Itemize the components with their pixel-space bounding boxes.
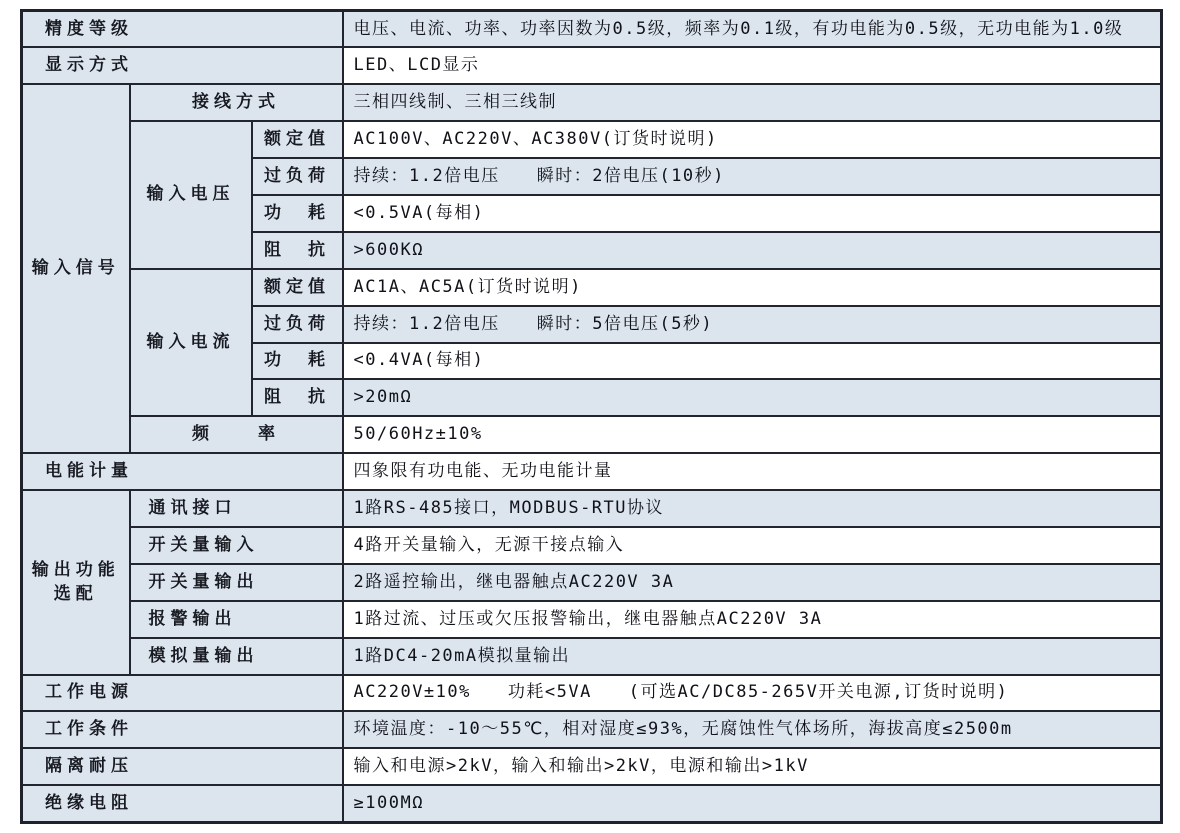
- display-label: 显示方式: [22, 47, 343, 84]
- accuracy-value: 电压、电流、功率、功率因数为0.5级，频率为0.1级，有功电能为0.5级，无功电能为1.0级: [343, 11, 1162, 48]
- spec-table: [20, 9, 1163, 824]
- voltage-rated-label: 额定值: [252, 121, 343, 158]
- wiring-value: 三相四线制、三相三线制: [343, 84, 1162, 121]
- accuracy-label: 精度等级: [22, 11, 343, 48]
- table-row: [22, 453, 1162, 490]
- conditions-label: 工作条件: [22, 711, 343, 748]
- current-rated-value: AC1A、AC5A(订货时说明): [343, 269, 1162, 306]
- table-row: [22, 748, 1162, 785]
- voltage-rated-value: AC100V、AC220V、AC380V(订货时说明): [343, 121, 1162, 158]
- current-rated-label: 额定值: [252, 269, 343, 306]
- analog-output-value: 1路DC4-20mA模拟量输出: [343, 638, 1162, 675]
- output-group-label: [22, 490, 130, 674]
- table-row: [22, 601, 1162, 638]
- analog-output-label: 模拟量输出: [130, 638, 343, 675]
- table-row: [22, 269, 1162, 306]
- current-impedance-label: 阻 抗: [252, 379, 343, 416]
- wiring-label: 接线方式: [130, 84, 343, 121]
- isolation-value: 输入和电源>2kV，输入和输出>2kV，电源和输出>1kV: [343, 748, 1162, 785]
- current-overload-value: 持续：1.2倍电压 瞬时：5倍电压(5秒): [343, 306, 1162, 343]
- table-row: [22, 711, 1162, 748]
- table-row: [22, 527, 1162, 564]
- digital-output-label: 开关量输出: [130, 564, 343, 601]
- digital-output-value: 2路遥控输出，继电器触点AC220V 3A: [343, 564, 1162, 601]
- energy-label: 电能计量: [22, 453, 343, 490]
- table-row: [22, 564, 1162, 601]
- power-supply-value: AC220V±10% 功耗<5VA (可选AC/DC85-265V开关电源,订货时说明): [343, 675, 1162, 712]
- isolation-label: 隔离耐压: [22, 748, 343, 785]
- table-row: [22, 84, 1162, 121]
- current-overload-label: 过负荷: [252, 306, 343, 343]
- table-row: [22, 416, 1162, 453]
- table-row: [22, 785, 1162, 822]
- output-group-label-line1: 输出功能: [31, 559, 120, 580]
- voltage-impedance-value: >600KΩ: [343, 232, 1162, 269]
- frequency-value: 50/60Hz±10%: [343, 416, 1162, 453]
- table-row: [22, 490, 1162, 527]
- digital-input-value: 4路开关量输入，无源干接点输入: [343, 527, 1162, 564]
- table-row: [22, 675, 1162, 712]
- table-row: [22, 121, 1162, 158]
- voltage-power-label: 功 耗: [252, 195, 343, 232]
- display-value: LED、LCD显示: [343, 47, 1162, 84]
- input-voltage-label: 输入电压: [130, 121, 252, 269]
- power-supply-label: 工作电源: [22, 675, 343, 712]
- comm-value: 1路RS-485接口，MODBUS-RTU协议: [343, 490, 1162, 527]
- output-group-label-line2: 选配: [53, 584, 98, 605]
- frequency-label: 频 率: [130, 416, 343, 453]
- energy-value: 四象限有功电能、无功电能计量: [343, 453, 1162, 490]
- current-impedance-value: >20mΩ: [343, 379, 1162, 416]
- current-power-label: 功 耗: [252, 343, 343, 380]
- table-row: [22, 638, 1162, 675]
- table-row: [22, 11, 1162, 48]
- alarm-output-label: 报警输出: [130, 601, 343, 638]
- input-current-label: 输入电流: [130, 269, 252, 417]
- voltage-overload-label: 过负荷: [252, 158, 343, 195]
- current-power-value: <0.4VA(每相): [343, 343, 1162, 380]
- voltage-impedance-label: 阻 抗: [252, 232, 343, 269]
- digital-input-label: 开关量输入: [130, 527, 343, 564]
- comm-label: 通讯接口: [130, 490, 343, 527]
- alarm-output-value: 1路过流、过压或欠压报警输出，继电器触点AC220V 3A: [343, 601, 1162, 638]
- input-signal-label: 输入信号: [22, 84, 130, 453]
- voltage-overload-value: 持续：1.2倍电压 瞬时：2倍电压(10秒): [343, 158, 1162, 195]
- voltage-power-value: <0.5VA(每相): [343, 195, 1162, 232]
- insulation-value: ≥100MΩ: [343, 785, 1162, 822]
- table-row: [22, 47, 1162, 84]
- insulation-label: 绝缘电阻: [22, 785, 343, 822]
- conditions-value: 环境温度：-10～55℃，相对湿度≤93%，无腐蚀性气体场所，海拔高度≤2500m: [343, 711, 1162, 748]
